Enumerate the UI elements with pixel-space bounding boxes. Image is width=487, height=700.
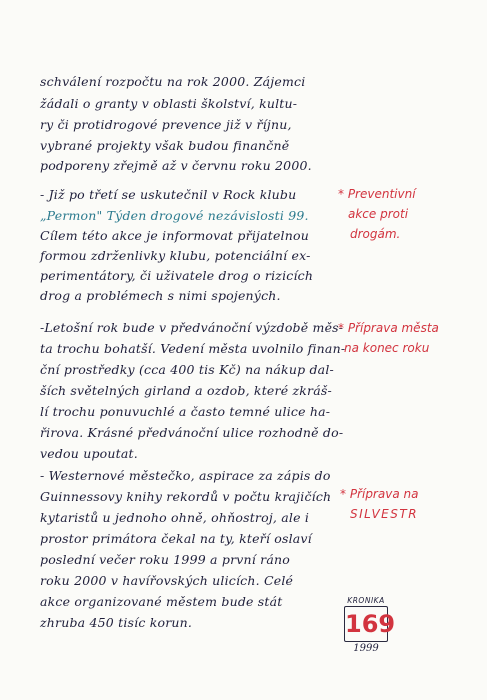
text-line: lí trochu ponuvuchlé a často temné ulice ha-	[40, 404, 331, 419]
text-line: schválení rozpočtu na rok 2000. Zájemci	[40, 74, 306, 89]
chronicle-stamp	[336, 596, 396, 666]
text-line: zhruba 450 tisíc korun.	[40, 615, 193, 630]
stamp-label: KRONIKA	[347, 596, 385, 605]
text-line: „Permon" Týden drogové nezávislosti 99.	[40, 208, 309, 223]
margin-note: drogám.	[350, 227, 401, 241]
text-line: roku 2000 v havířovských ulicích. Celé	[40, 573, 294, 588]
text-line: drog a problémech s nimi spojených.	[40, 288, 281, 303]
text-line: prostor primátora čekal na ty, kteří oslaví	[40, 531, 312, 546]
margin-note: na konec roku	[344, 341, 430, 355]
text-line: ční prostředky (cca 400 tis Kč) na nákup dal-	[40, 362, 334, 377]
text-line: podporeny zřejmě až v červnu roku 2000.	[40, 158, 312, 173]
text-line: Cílem této akce je informovat přijatelnou	[40, 228, 309, 243]
text-line: - Westernové městečko, aspirace za zápis do	[40, 468, 331, 483]
text-line: ších světelných girland a ozdob, které zkráš-	[40, 383, 332, 398]
text-line: kytaristů u jednoho ohně, ohňostroj, ale i	[40, 510, 310, 525]
margin-note: SILVESTR	[350, 507, 419, 521]
text-line: žádali o granty v oblasti školství, kultu-	[40, 96, 298, 111]
text-line: -Letošní rok bude v předvánoční výzdobě měs-	[40, 320, 344, 335]
page-number: 169	[344, 606, 388, 642]
text-line: - Již po třetí se uskutečnil v Rock klubu	[40, 187, 297, 202]
text-line: Guinnessovy knihy rekordů v počtu krajičích	[40, 489, 332, 504]
margin-note: * Preventivní	[338, 187, 416, 201]
text-line: formou zdrženlivky klubu, potenciální ex-	[40, 248, 311, 263]
margin-note: akce proti	[348, 207, 409, 221]
text-line: ry či protidrogové prevence již v říjnu,	[40, 117, 292, 132]
margin-note: * Příprava na	[340, 487, 419, 501]
text-line: vedou upoutat.	[40, 446, 138, 461]
text-line: perimentátory, či uživatele drog o rizicích	[40, 268, 314, 283]
text-line: řirova. Krásné předvánoční ulice rozhodně do-	[40, 425, 344, 440]
margin-note: * Příprava města	[338, 321, 439, 335]
text-line: poslední večer roku 1999 a první ráno	[40, 552, 290, 567]
text-line: ta trochu bohatší. Vedení města uvolnilo finan-	[40, 341, 346, 356]
text-line: vybrané projekty však budou finančně	[40, 138, 290, 153]
text-line: akce organizované městem bude stát	[40, 594, 283, 609]
stamp-year: 1999	[353, 643, 379, 654]
